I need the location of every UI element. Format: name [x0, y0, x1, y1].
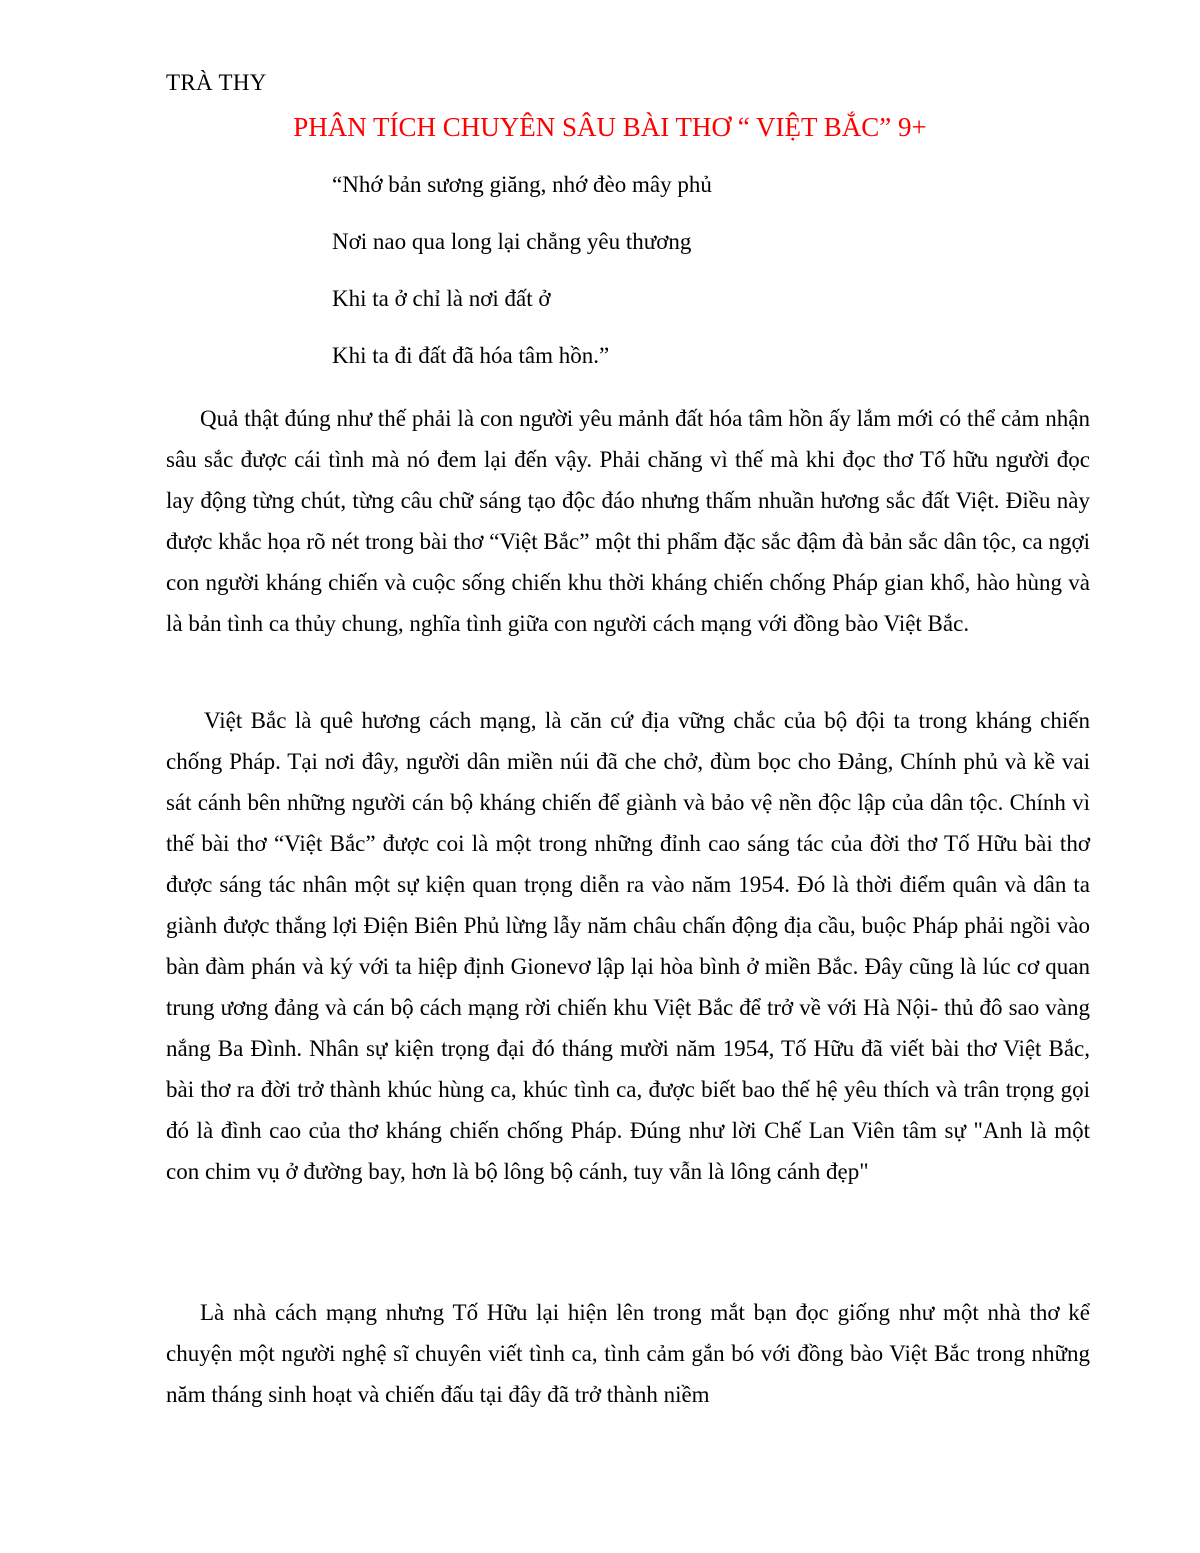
- document-title: PHÂN TÍCH CHUYÊN SÂU BÀI THƠ “ VIỆT BẮC” 9+: [293, 112, 927, 142]
- body-paragraph: Quả thật đúng như thế phải là con người yêu mảnh đất hóa tâm hồn ấy lắm mới có thể cảm nhận sâu sắc được cái tình mà nó đem lại đến vậy. Phải chăng vì thế mà khi đọc thơ Tố hữu người đọc lay động từng chút, từng câu chữ sáng tạo độc đáo nhưng thấm nhuần hương sắc đất Việt. Điều này được khắc họa rõ nét trong bài thơ “Việt Bắc” một thi phẩm đặc sắc đậm đà bản sắc dân tộc, ca ngợi con người kháng chiến và cuộc sống chiến khu thời kháng chiến chống Pháp gian khổ, hào hùng và là bản tình ca thủy chung, nghĩa tình giữa con người cách mạng với đồng bào Việt Bắc.: [166, 406, 1090, 636]
- poem-line: “Nhớ bản sương giăng, nhớ đèo mây phủ: [332, 172, 712, 197]
- body-paragraph: Việt Bắc là quê hương cách mạng, là căn cứ địa vững chắc của bộ đội ta trong kháng chiến chống Pháp. Tại nơi đây, người dân miền núi đã che chở, đùm bọc cho Đảng, Chính phủ và kề vai sát cánh bên những người cán bộ kháng chiến để giành và bảo vệ nền độc lập của dân tộc. Chính vì thế bài thơ “Việt Bắc” được coi là một trong những đỉnh cao sáng tác của đời thơ Tố Hữu bài thơ được sáng tác nhân một sự kiện quan trọng diễn ra vào năm 1954. Đó là thời điểm quân và dân ta giành được thắng lợi Điện Biên Phủ lừng lẫy năm châu chấn động địa cầu, buộc Pháp phải ngồi vào bàn đàm phán và ký với ta hiệp định Gionevơ lập lại hòa bình ở miền Bắc. Đây cũng là lúc cơ quan trung ương đảng và cán bộ cách mạng rời chiến khu Việt Bắc để trở về với Hà Nội- thủ đô sao vàng nắng Ba Đình. Nhân sự kiện trọng đại đó tháng mười năm 1954, Tố Hữu đã viết bài thơ Việt Bắc, bài thơ ra đời trở thành khúc hùng ca, khúc tình ca, được biết bao thế hệ yêu thích và trân trọng gọi đó là đình cao của thơ kháng chiến chống Pháp. Đúng như lời Chế Lan Viên tâm sự "Anh là một con chim vụ ở đường bay, hơn là bộ lông bộ cánh, tuy vẫn là lông cánh đẹp": [166, 708, 1090, 1184]
- author-name: TRÀ THY: [166, 70, 267, 95]
- poem-line: Nơi nao qua long lại chẳng yêu thương: [332, 229, 692, 254]
- poem-line: Khi ta đi đất đã hóa tâm hồn.”: [332, 343, 610, 368]
- body-paragraph: Là nhà cách mạng nhưng Tố Hữu lại hiện lên trong mắt bạn đọc giống như một nhà thơ kể chuyện một người nghệ sĩ chuyên viết tình ca, tình cảm gắn bó với đồng bào Việt Bắc trong những năm tháng sinh hoạt và chiến đấu tại đây đã trở thành niềm: [166, 1300, 1090, 1407]
- poem-excerpt: [332, 170, 712, 398]
- poem-line: Khi ta ở chỉ là nơi đất ở: [332, 286, 551, 311]
